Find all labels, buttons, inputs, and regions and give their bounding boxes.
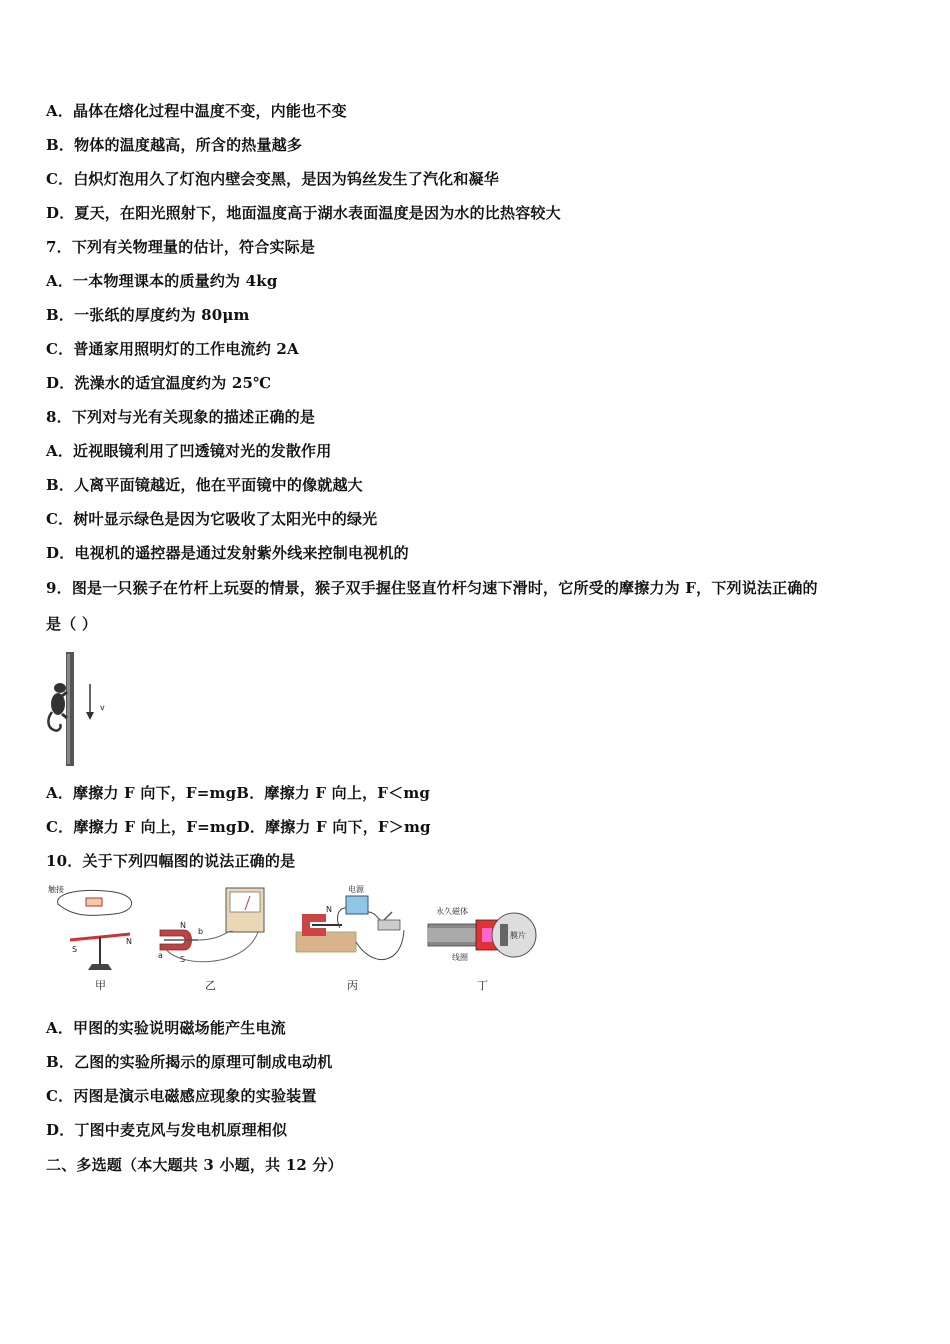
figure-yi: [154, 884, 294, 974]
q9-options-cd: C．摩擦力 F 向上，F=mgD．摩擦力 F 向下，F＞mg: [46, 818, 431, 836]
q8-option-c: C．树叶显示绿色是因为它吸收了太阳光中的绿光: [46, 510, 378, 528]
q6-option-a: A．晶体在熔化过程中温度不变，内能也不变: [46, 102, 347, 120]
q10-option-b: B．乙图的实验所揭示的原理可制成电动机: [46, 1053, 333, 1071]
yi-s-label: S: [180, 955, 186, 964]
power-label: 电源: [348, 885, 364, 894]
touch-label: 触接: [48, 885, 64, 894]
q6-option-b: B．物体的温度越高，所含的热量越多: [46, 136, 303, 154]
q7-option-b: B．一张纸的厚度约为 80μm: [46, 306, 250, 324]
magnet-label: 永久磁体: [436, 907, 468, 916]
caption-ding: 丁: [477, 979, 488, 992]
q10-option-d: D．丁图中麦克风与发电机原理相似: [46, 1121, 288, 1139]
bing-n-label: N: [326, 905, 332, 914]
power-supply-icon: [346, 896, 368, 914]
monkey-figure: [40, 648, 120, 770]
figure-bing: [292, 882, 414, 978]
q8-option-b: B．人离平面镜越近，他在平面镜中的像就越大: [46, 476, 363, 494]
figure-jia: [44, 882, 144, 992]
section-2-heading: 二、多选题（本大题共 3 小题，共 12 分）: [46, 1156, 343, 1174]
jia-s-label: S: [72, 945, 78, 954]
yi-n-label: N: [180, 921, 186, 930]
yi-a-label: a: [158, 951, 163, 960]
q8-option-a: A．近视眼镜利用了凹透镜对光的发散作用: [46, 442, 332, 460]
q7-option-d: D．洗澡水的适宜温度约为 25℃: [46, 374, 272, 392]
q9-stem-line2: 是（ ）: [46, 615, 98, 633]
q9-options-ab: A．摩擦力 F 向下，F=mgB．摩擦力 F 向上，F＜mg: [46, 784, 431, 802]
q10-stem: 10．关于下列四幅图的说法正确的是: [46, 852, 296, 870]
q7-stem: 7．下列有关物理量的估计，符合实际是: [46, 238, 316, 256]
q8-stem: 8．下列对与光有关现象的描述正确的是: [46, 408, 316, 426]
yi-b-label: b: [198, 927, 204, 936]
q6-option-c: C．白炽灯泡用久了灯泡内壁会变黑，是因为钨丝发生了汽化和凝华: [46, 170, 499, 188]
caption-yi: 乙: [205, 979, 216, 992]
film-label: 膜片: [510, 931, 526, 940]
figure-ding: [424, 904, 544, 964]
q7-option-a: A．一本物理课本的质量约为 4kg: [46, 272, 278, 290]
q7-option-c: C．普通家用照明灯的工作电流约 2A: [46, 340, 299, 358]
q8-option-d: D．电视机的遥控器是通过发射紫外线来控制电视机的: [46, 544, 409, 562]
jia-n-label: N: [126, 937, 132, 946]
monkey-icon: [48, 683, 67, 731]
coil-label: 线圈: [452, 953, 468, 962]
battery-icon: [86, 898, 102, 906]
q6-option-d: D．夏天，在阳光照射下，地面温度高于湖水表面温度是因为水的比热容较大: [46, 204, 561, 222]
q10-option-a: A．甲图的实验说明磁场能产生电流: [46, 1019, 286, 1037]
switch-icon: [378, 920, 400, 930]
q10-option-c: C．丙图是演示电磁感应现象的实验装置: [46, 1087, 317, 1105]
q9-stem-line1: 9．图是一只猴子在竹杆上玩耍的情景，猴子双手握住竖直竹杆匀速下滑时，它所受的摩擦力为 F，下列说法正确的: [46, 579, 818, 597]
velocity-label: v: [100, 703, 105, 712]
caption-bing: 丙: [347, 979, 358, 992]
caption-jia: 甲: [95, 979, 106, 992]
